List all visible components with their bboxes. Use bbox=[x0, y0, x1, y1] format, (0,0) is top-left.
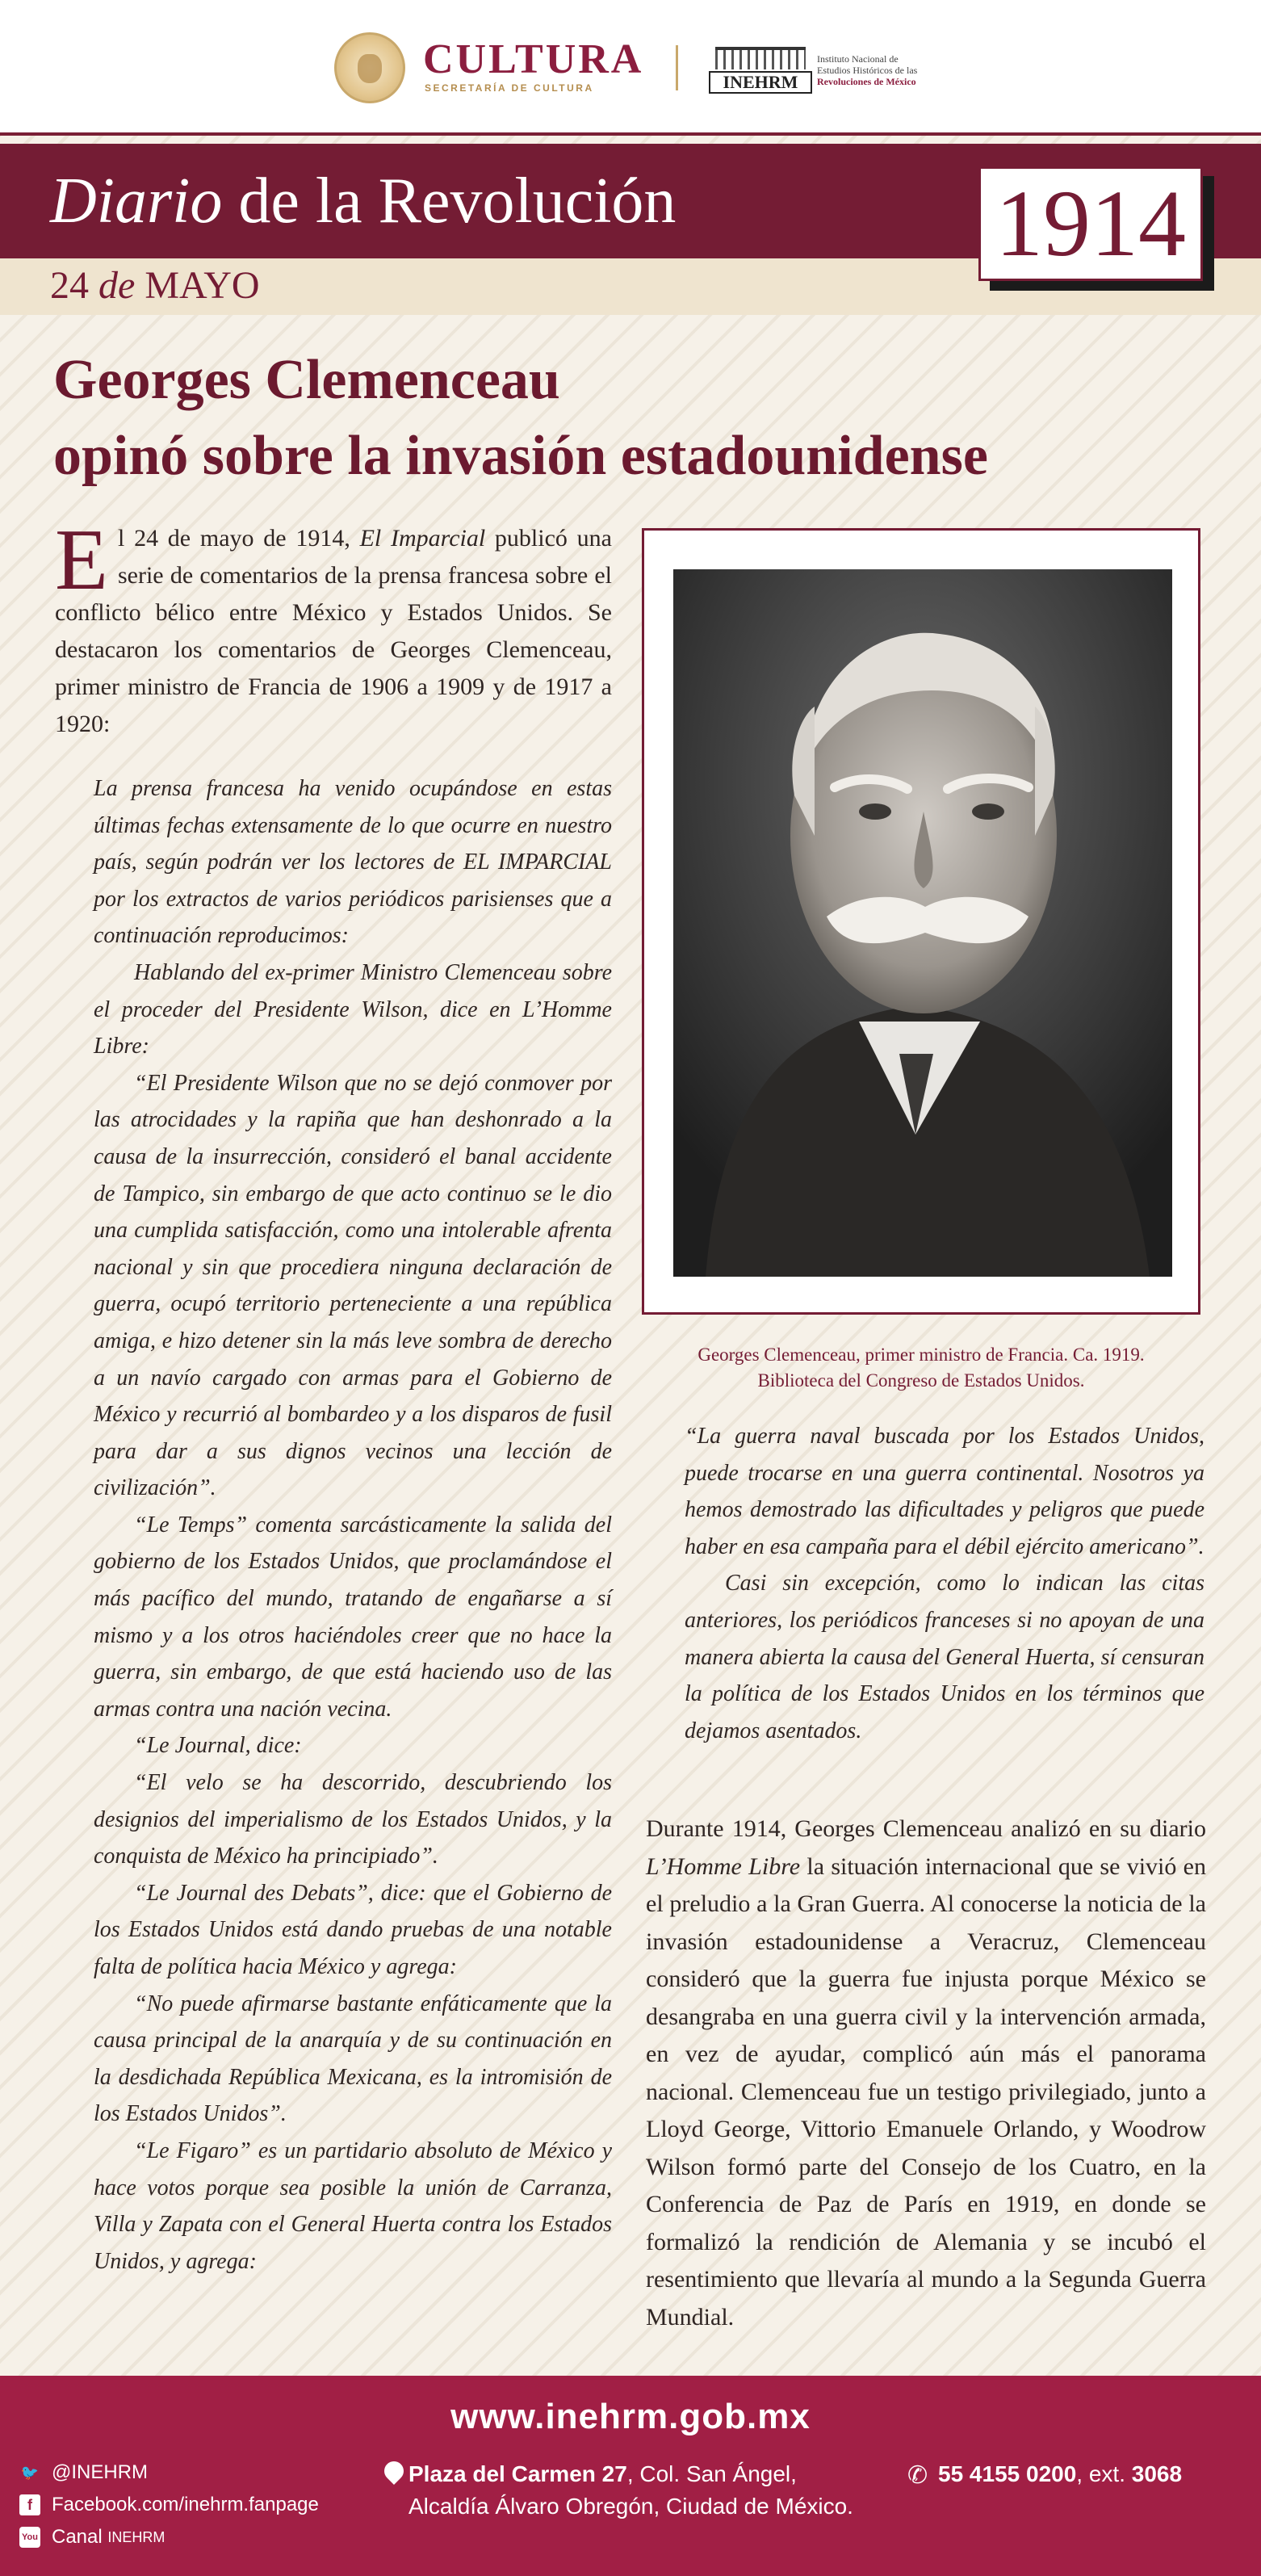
intro-paragraph bbox=[55, 512, 612, 743]
closing-paragraph bbox=[646, 1810, 1206, 2336]
inehrm-line: Instituto Nacional de bbox=[817, 53, 899, 65]
right-quote bbox=[685, 1418, 1204, 1749]
quote-paragraph: “Le Temps” comenta sarcásticamente la salida del gobierno de los Estados Unidos, que proclamándose el más pacífico del mundo, tratando de engañarse a sí mismo y a los otros haciéndoles creer que no hace la guerra, sin embargo, de que está haciendo uso de las armas contra una nación vecina. bbox=[94, 1512, 612, 1722]
address-colonia: , Col. San Ángel, bbox=[626, 2461, 797, 2486]
date-de: de bbox=[98, 264, 136, 307]
date-day: 24 bbox=[50, 264, 89, 307]
newspaper-name: El Imparcial bbox=[359, 525, 486, 552]
phone bbox=[907, 2458, 1183, 2490]
location-pin-icon bbox=[380, 2457, 408, 2485]
drop-cap: E bbox=[55, 512, 108, 608]
top-logo-bar bbox=[0, 0, 1261, 134]
social-links bbox=[19, 2456, 319, 2553]
address-street: Plaza del Carmen 27 bbox=[408, 2461, 627, 2486]
inehrm-logo-text: INEHRM bbox=[709, 71, 812, 94]
phone-number: 55 4155 0200 bbox=[938, 2461, 1077, 2486]
footer bbox=[0, 2376, 1261, 2576]
address bbox=[408, 2458, 853, 2523]
phone-icon: ✆ bbox=[907, 2462, 928, 2489]
press-quote bbox=[94, 770, 612, 2280]
mexico-seal-icon bbox=[334, 32, 405, 103]
facebook-url: Facebook.com/inehrm.fanpage bbox=[52, 2494, 319, 2515]
intro-text: publicó una serie de comentarios de la prensa francesa sobre el conflicto bélico entre México y Estados Unidos. Se destacaron los comentarios de Georges Clemenceau, primer ministro de Francia de 1906 a 1909 y de 1917 a 1920: bbox=[55, 525, 612, 737]
closing-text: Durante 1914, Georges Clemenceau analizó en su diario bbox=[646, 1815, 1206, 1842]
quote-paragraph: “No puede afirmarse bastante enfáticamente que la causa principal de la anarquía y de su continuación en la desdichada República Mexicana, es la intromisión de los Estados Unidos”. bbox=[94, 1991, 612, 2127]
quote-paragraph: “Le Journal des Debats”, dice: que el Gobierno de los Estados Unidos está dando pruebas de una notable falta de política hacia México y agrega: bbox=[94, 1880, 612, 1979]
twitter-link[interactable] bbox=[19, 2456, 319, 2489]
inehrm-line: Estudios Históricos de las bbox=[817, 65, 918, 76]
inehrm-line: Revoluciones de México bbox=[817, 76, 916, 87]
portrait-illustration bbox=[673, 569, 1172, 1277]
address-city: Alcaldía Álvaro Obregón, Ciudad de México. bbox=[408, 2494, 853, 2519]
headline bbox=[53, 342, 1216, 494]
cultura-logo-text: CULTURA bbox=[423, 36, 644, 82]
newspaper-name: L’Homme Libre bbox=[646, 1852, 801, 1880]
series-title bbox=[50, 165, 676, 238]
building-icon bbox=[715, 47, 806, 69]
intro-text: l 24 de mayo de 1914, bbox=[117, 525, 360, 552]
caption-line: Georges Clemenceau, primer ministro de Francia. Ca. 1919. bbox=[698, 1345, 1145, 1365]
phone-ext-label: , ext. bbox=[1076, 2461, 1132, 2486]
closing-text: la situación internacional que se vivió en el preludio a la Gran Guerra. Al conocerse la noticia de la invasión estadounidense a Veracruz, Clemenceau consideró que la guerra fue injusta porque México se desangraba en una guerra civil y la intervención armada, en vez de ayudar, complicó aún más el panorama nacional. Clemenceau fue un testigo privilegiado, junto a Lloyd George, Vittorio Emanuele Orlando, y Woodrow Wilson formó parte del Consejo de los Cuatro, en la Conferencia de Paz de París en 1919, en donde se formalizó la rendición de Alemania y se incubó el resentimiento que llevaría al mundo a la Segunda Guerra Mundial. bbox=[646, 1852, 1206, 2331]
photo-caption bbox=[642, 1342, 1200, 1394]
secretaria-text: SECRETARÍA DE CULTURA bbox=[425, 82, 594, 94]
quote-paragraph: Hablando del ex-primer Ministro Clemenceau sobre el proceder del Presidente Wilson, dice en L’Homme Libre: bbox=[94, 959, 612, 1059]
left-column bbox=[55, 512, 612, 2280]
year-box: 1914 bbox=[978, 166, 1203, 281]
headline-line: Georges Clemenceau bbox=[53, 349, 560, 411]
quote-paragraph: “El velo se ha descorrido, descubriendo los designios del imperialismo de los Estados Unidos, y la conquista de México ha principiado”. bbox=[94, 1770, 612, 1869]
series-title-italic: Diario bbox=[50, 166, 223, 237]
youtube-link[interactable] bbox=[19, 2521, 319, 2553]
logo-divider bbox=[676, 45, 678, 90]
youtube-name: INEHRM bbox=[107, 2529, 165, 2545]
caption-line: Biblioteca del Congreso de Estados Unidos. bbox=[757, 1370, 1085, 1391]
article-date bbox=[50, 263, 260, 308]
series-title-rest: de la Revolución bbox=[222, 166, 677, 237]
facebook-link[interactable] bbox=[19, 2489, 319, 2521]
phone-ext: 3068 bbox=[1131, 2461, 1183, 2486]
inehrm-logo bbox=[709, 47, 812, 94]
quote-paragraph: “La guerra naval buscada por los Estados Unidos, puede trocarse en una guerra continental. Nosotros ya hemos demostrado las dificultades y peligros que puede haber en esa campaña para el débil ejército americano”. bbox=[685, 1424, 1204, 1559]
photo-frame bbox=[642, 528, 1200, 1315]
clemenceau-portrait bbox=[673, 569, 1172, 1277]
quote-paragraph: Casi sin excepción, como lo indican las citas anteriores, los periódicos franceses si no apoyan de una manera abierta la causa del General Huerta, sí censuran la política de los Estados Unidos en los términos que dejamos asentados. bbox=[685, 1571, 1204, 1743]
website-link[interactable]: www.inehrm.gob.mx bbox=[450, 2397, 811, 2436]
headline-line: opinó sobre la invasión estadounidense bbox=[53, 425, 988, 487]
youtube-icon: You bbox=[19, 2527, 40, 2548]
facebook-icon: f bbox=[19, 2494, 40, 2515]
youtube-prefix: Canal bbox=[52, 2526, 103, 2548]
inehrm-full-name bbox=[817, 53, 917, 87]
twitter-icon: 🐦 bbox=[20, 2465, 40, 2481]
quote-paragraph: “Le Journal, dice: bbox=[134, 1733, 302, 1759]
quote-paragraph: La prensa francesa ha venido ocupándose en estas últimas fechas extensamente de lo que ocurre en nuestro país, según podrán ver los lectores de EL IMPARCIAL por los extractos de varios periódicos parisienses que a continuación reproducimos: bbox=[94, 776, 612, 949]
header-rule bbox=[0, 132, 1261, 136]
quote-paragraph: “El Presidente Wilson que no se dejó conmover por las atrocidades y la rapiña que han deshonrado a la causa de la insurrección, consideró el banal accidente de Tampico, sin embargo de que acto continuo se le dio una cumplida satisfacción, como una intolerable afrenta nacional y sin que procediera ninguna declaración de guerra, ocupó territorio perteneciente a una república amiga, e hizo detener sin la más leve sombra de derecho a un navío cargado con armas para el Gobierno de México y recurrió al bombardeo y a los disparos de fusil para dar a sus dignos vecinos una lección de civilización”. bbox=[94, 1070, 612, 1501]
quote-paragraph: “Le Figaro” es un partidario absoluto de México y hace votos porque sea posible la unión de Carranza, Villa y Zapata con el General Huerta contra los Estados Unidos, y agrega: bbox=[94, 2138, 612, 2274]
twitter-handle: @INEHRM bbox=[52, 2461, 149, 2483]
date-month: MAYO bbox=[145, 264, 260, 307]
